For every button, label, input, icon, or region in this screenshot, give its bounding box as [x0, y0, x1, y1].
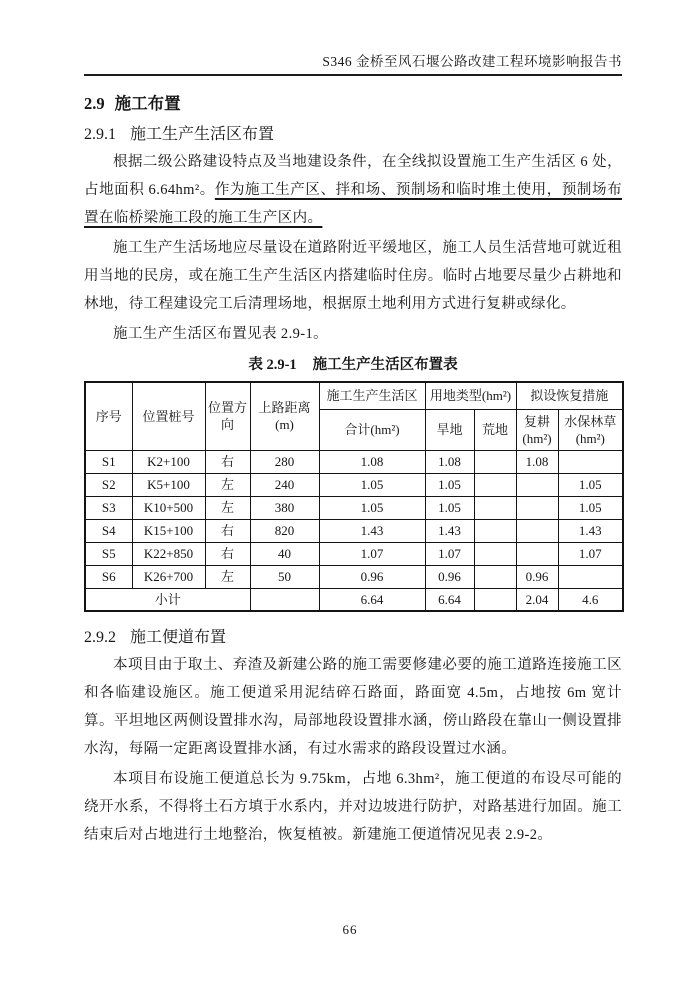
group-header-area: 施工生产生活区 [319, 382, 425, 409]
underlined-passage: 作为施工生产区、拌和场、预制场和临时堆土使用，预制场布置在临桥梁施工段的施工生产区内。 [84, 182, 622, 226]
cell-total: 1.07 [319, 542, 425, 565]
table-caption-label: 表 2.9-1 [248, 357, 297, 373]
column-header-seq: 序号 [85, 382, 132, 450]
cell-waste [474, 450, 516, 473]
page-number: 66 [342, 922, 358, 937]
table-caption [84, 355, 622, 375]
cell-forest: 1.43 [558, 519, 623, 542]
cell-seq: S1 [85, 450, 132, 473]
cell-waste [474, 565, 516, 588]
cell-waste [474, 473, 516, 496]
cell-forest: 1.07 [558, 542, 623, 565]
table-row [85, 519, 623, 542]
paragraph-siting: 施工生产生活场地应尽量设在道路附近平缓地区，施工人员生活营地可就近租用当地的民房，或在施工生产生活区内搭建临时住房。临时占地要尽量少占耕地和林地，待工程建设完工后清理场地，根据原土地利用方式进行复耕或绿化。 [84, 240, 622, 312]
cell-distance [250, 588, 319, 611]
table-row [85, 565, 623, 588]
cell-stake: K5+100 [132, 473, 205, 496]
cell-waste [474, 519, 516, 542]
cell-side: 右 [205, 519, 250, 542]
cell-seq: S4 [85, 519, 132, 542]
cell-dry: 1.08 [425, 450, 474, 473]
cell-total: 1.05 [319, 496, 425, 519]
section-2-9-1-heading [84, 124, 622, 146]
cell-total: 1.05 [319, 473, 425, 496]
cell-forest: 1.05 [558, 473, 623, 496]
cell-side: 左 [205, 496, 250, 519]
cell-forest: 1.05 [558, 496, 623, 519]
section-2-9-heading [84, 93, 622, 115]
section-title: 施工便道布置 [130, 629, 227, 646]
section-title: 施工布置 [114, 94, 181, 113]
cell-dry: 1.05 [425, 496, 474, 519]
cell-distance: 240 [250, 473, 319, 496]
cell-replough [516, 473, 558, 496]
cell-replough: 1.08 [516, 450, 558, 473]
section-number: 2.9 [84, 94, 105, 113]
running-header [84, 0, 622, 76]
cell-total: 6.64 [319, 588, 425, 611]
cell-distance: 380 [250, 496, 319, 519]
column-header-waste-land: 荒地 [474, 409, 516, 450]
section-number: 2.9.1 [84, 126, 116, 143]
cell-forest: 4.6 [558, 588, 623, 611]
column-header-dry-land: 旱地 [425, 409, 474, 450]
cell-total: 1.08 [319, 450, 425, 473]
cell-side: 左 [205, 565, 250, 588]
cell-stake: K22+850 [132, 542, 205, 565]
cell-forest [558, 565, 623, 588]
table-subtotal-row [85, 588, 623, 611]
paragraph-overview [84, 148, 622, 232]
cell-stake: K26+700 [132, 565, 205, 588]
cell-dry: 1.43 [425, 519, 474, 542]
section-2-9-2-heading [84, 627, 622, 649]
cell-seq: S2 [85, 473, 132, 496]
cell-replough: 2.04 [516, 588, 558, 611]
cell-side: 右 [205, 450, 250, 473]
cell-replough [516, 519, 558, 542]
cell-stake: K10+500 [132, 496, 205, 519]
placement-table [84, 381, 624, 612]
column-header-stake: 位置桩号 [132, 382, 205, 450]
cell-seq: S5 [85, 542, 132, 565]
column-header-distance: 上路距离(m) [250, 382, 319, 450]
table-row [85, 542, 623, 565]
paragraph-access-road-2: 本项目布设施工便道总长为 9.75km，占地 6.3hm²，施工便道的布设尽可能的绕开水系，不得将土石方填于水系内，并对边坡进行防护，对路基进行加固。施工结束后对占地进行土地整治，恢复植被。新建施工便道情况见表 2.9-2。 [84, 771, 622, 843]
cell-distance: 40 [250, 542, 319, 565]
cell-total: 1.43 [319, 519, 425, 542]
column-header-replough: 复耕(hm²) [516, 409, 558, 450]
cell-distance: 50 [250, 565, 319, 588]
cell-seq: S6 [85, 565, 132, 588]
cell-distance: 820 [250, 519, 319, 542]
cell-dry: 6.64 [425, 588, 474, 611]
cell-distance: 280 [250, 450, 319, 473]
cell-seq: S3 [85, 496, 132, 519]
cell-subtotal-label: 小计 [85, 588, 250, 611]
cell-forest [558, 450, 623, 473]
running-header-text: S346 金桥至风石堰公路改建工程环境影响报告书 [322, 54, 622, 69]
cell-side: 左 [205, 473, 250, 496]
cell-total: 0.96 [319, 565, 425, 588]
cell-replough: 0.96 [516, 565, 558, 588]
column-header-total: 合计(hm²) [319, 409, 425, 450]
cell-waste [474, 496, 516, 519]
cell-dry: 0.96 [425, 565, 474, 588]
cell-waste [474, 588, 516, 611]
cell-stake: K15+100 [132, 519, 205, 542]
cell-dry: 1.05 [425, 473, 474, 496]
column-header-forest-grass: 水保林草(hm²) [558, 409, 623, 450]
table-row [85, 473, 623, 496]
paragraph-access-road: 本项目由于取土、弃渣及新建公路的施工需要修建必要的施工道路连接施工区和各临建设施区。施工便道采用泥结碎石路面，路面宽 4.5m，占地按 6m 宽计算。平坦地区两侧设置排水沟，局部地段设置排水涵，傍山路段在靠山一侧设置排水沟，每隔一定距离设置排水涵，有过水需求的路段设置过水涵。 [84, 657, 622, 757]
section-number: 2.9.2 [84, 629, 116, 646]
cell-replough [516, 542, 558, 565]
cell-side: 右 [205, 542, 250, 565]
cell-dry: 1.07 [425, 542, 474, 565]
cell-stake: K2+100 [132, 450, 205, 473]
column-header-side: 位置方向 [205, 382, 250, 450]
group-header-restore: 拟设恢复措施 [516, 382, 623, 409]
section-title: 施工生产生活区布置 [130, 126, 275, 143]
group-header-landtype: 用地类型(hm²) [425, 382, 516, 409]
paragraph-table-ref: 施工生产生活区布置见表 2.9-1。 [113, 326, 329, 342]
cell-waste [474, 542, 516, 565]
paragraph-text: 根据二级公路建设特点及当地建设条件，在全线拟设置施工生产生活区 6 处，占地面积 6.64hm²。 [84, 154, 622, 198]
table-caption-title: 施工生产生活区布置表 [312, 357, 458, 373]
cell-replough [516, 496, 558, 519]
table-row [85, 496, 623, 519]
table-row [85, 450, 623, 473]
